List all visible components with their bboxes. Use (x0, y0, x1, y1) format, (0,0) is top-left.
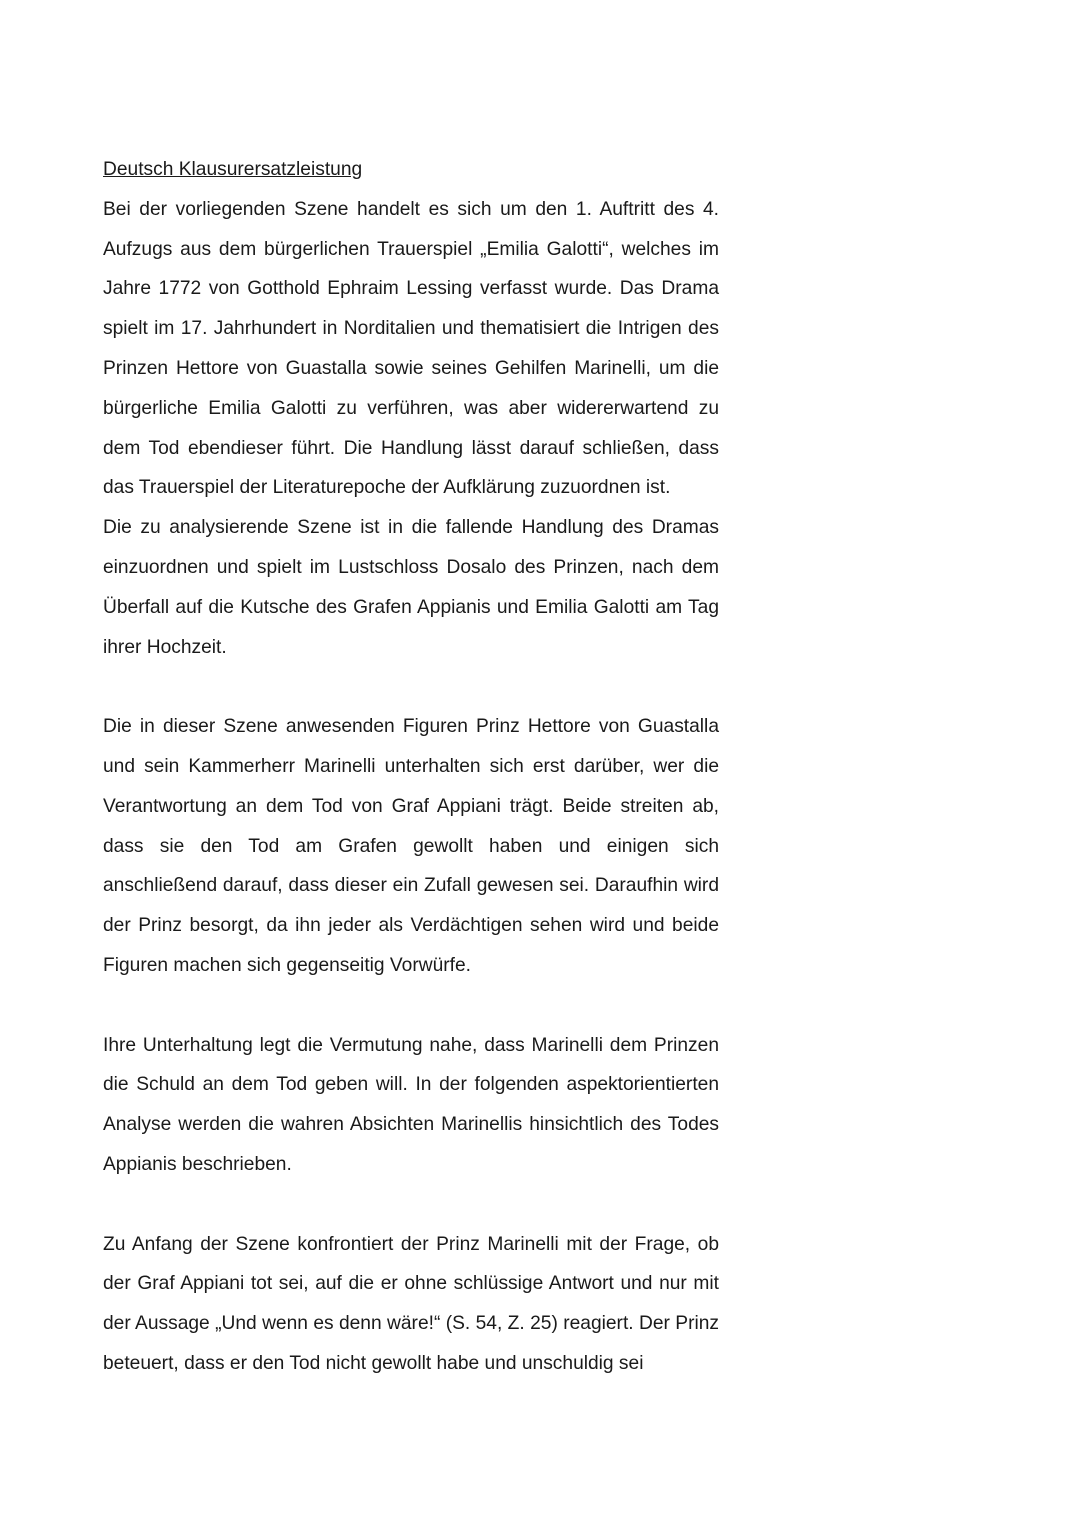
paragraph-analysis: Zu Anfang der Szene konfrontiert der Prinz Marinelli mit der Frage, ob der Graf Appiani tot sei, auf die er ohne schlüssige Antwort und nur mit der Aussage „Und wenn es denn wäre!“ (S. 54, Z. 25) reagiert. Der Prinz beteuert, dass er den Tod nicht gewollt habe und unschuldig sei (103, 1233, 719, 1374)
paragraph-thesis: Ihre Unterhaltung legt die Vermutung nahe, dass Marinelli dem Prinzen die Schuld an dem Tod geben will. In der folgenden aspektorientierten Analyse werden die wahren Absichten Marinellis hinsichtlich des Todes Appianis beschrieben. (103, 1034, 719, 1175)
document-body (103, 150, 719, 1384)
paragraph-spacer (103, 667, 719, 707)
document-heading: Deutsch Klausurersatzleistung (103, 159, 363, 180)
paragraph-spacer (103, 986, 719, 1026)
paragraph-scene-context: Die zu analysierende Szene ist in die fallende Handlung des Dramas einzuordnen und spielt im Lustschloss Dosalo des Prinzen, nach dem Überfall auf die Kutsche des Grafen Appianis und Emilia Galotti am Tag ihrer Hochzeit. (103, 517, 719, 658)
paragraph-spacer (103, 1185, 719, 1225)
paragraph-summary: Die in dieser Szene anwesenden Figuren Prinz Hettore von Guastalla und sein Kammerherr Marinelli unterhalten sich erst darüber, wer die Verantwortung an dem Tod von Graf Appiani trägt. Beide streiten ab, dass sie den Tod am Grafen gewollt haben und einigen sich anschließend darauf, dass dieser ein Zufall gewesen sei. Daraufhin wird der Prinz besorgt, da ihn jeder als Verdächtigen sehen wird und beide Figuren machen sich gegenseitig Vorwürfe. (103, 716, 719, 976)
paragraph-introduction: Bei der vorliegenden Szene handelt es sich um den 1. Auftritt des 4. Aufzugs aus dem bürgerlichen Trauerspiel „Emilia Galotti“, welches im Jahre 1772 von Gotthold Ephraim Lessing verfasst wurde. Das Drama spielt im 17. Jahrhundert in Norditalien und thematisiert die Intrigen des Prinzen Hettore von Guastalla sowie seines Gehilfen Marinelli, um die bürgerliche Emilia Galotti zu verführen, was aber widererwartend zu dem Tod ebendieser führt. Die Handlung lässt darauf schließen, dass das Trauerspiel der Literaturepoche der Aufklärung zuzuordnen ist. (103, 198, 719, 499)
